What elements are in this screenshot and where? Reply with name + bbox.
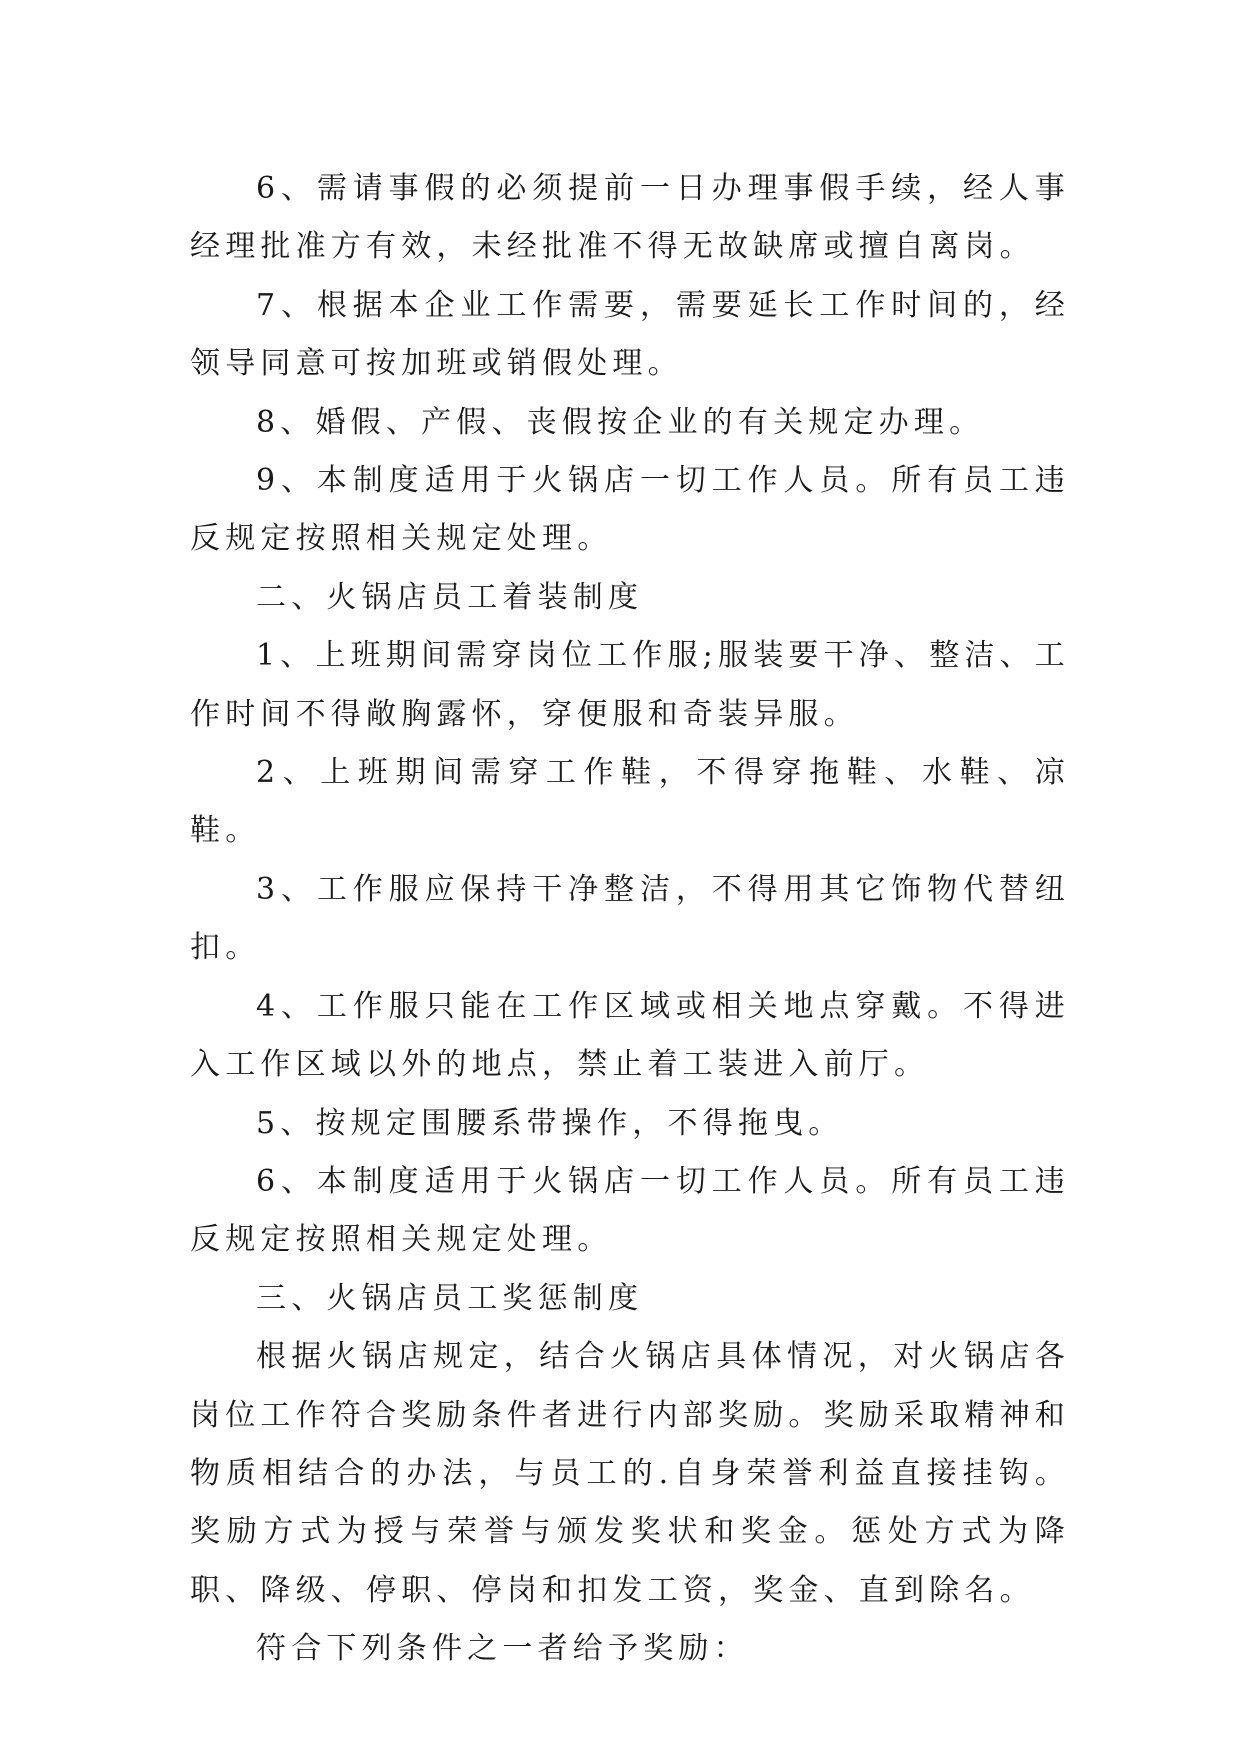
paragraph-overtime: 7、根据本企业工作需要，需要延长工作时间的，经领导同意可按加班或销假处理。 — [190, 287, 1070, 382]
paragraph-work-shoes: 2、上班期间需穿工作鞋，不得穿拖鞋、水鞋、凉鞋。 — [190, 755, 1070, 849]
section-heading-rewards: 三、火锅店员工奖惩制度 — [256, 1280, 644, 1316]
paragraph-uniform: 1、上班期间需穿岗位工作服;服装要干净、整洁、工作时间不得敞胸露怀，穿便服和奇装异服。 — [190, 638, 1070, 732]
paragraph-personal-leave: 6、需请事假的必须提前一日办理事假手续，经人事经理批准方有效，未经批准不得无故缺席或擅自离岗。 — [190, 171, 1070, 265]
paragraph-scope-attendance: 9、本制度适用于火锅店一切工作人员。所有员工违反规定按照相关规定处理。 — [190, 463, 1070, 557]
paragraph-special-leave: 8、婚假、产假、丧假按企业的有关规定办理。 — [256, 404, 985, 440]
paragraph-uniform-area: 4、工作服只能在工作区域或相关地点穿戴。不得进入工作区域以外的地点，禁止着工装进入前厅。 — [190, 988, 1070, 1083]
paragraph-apron: 5、按规定围腰系带操作，不得拖曳。 — [256, 1105, 844, 1141]
paragraph-scope-dress: 6、本制度适用于火锅店一切工作人员。所有员工违反规定按照相关规定处理。 — [190, 1163, 1070, 1258]
paragraph-reward-conditions: 符合下列条件之一者给予奖励： — [256, 1631, 749, 1667]
paragraph-rewards-intro: 根据火锅店规定，结合火锅店具体情况，对火锅店各岗位工作符合奖励条件者进行内部奖励。奖励采取精神和物质相结合的办法，与员工的.自身荣誉利益直接挂钩。奖励方式为授与荣誉与颁发奖状和奖金。惩处方式为降职、降级、停职、停岗和扣发工资，奖金、直到除名。 — [190, 1339, 1070, 1608]
section-heading-dress-code: 二、火锅店员工着装制度 — [256, 579, 644, 615]
document-body — [190, 160, 1070, 1679]
paragraph-uniform-clean: 3、工作服应保持干净整洁，不得用其它饰物代替纽扣。 — [190, 871, 1070, 966]
